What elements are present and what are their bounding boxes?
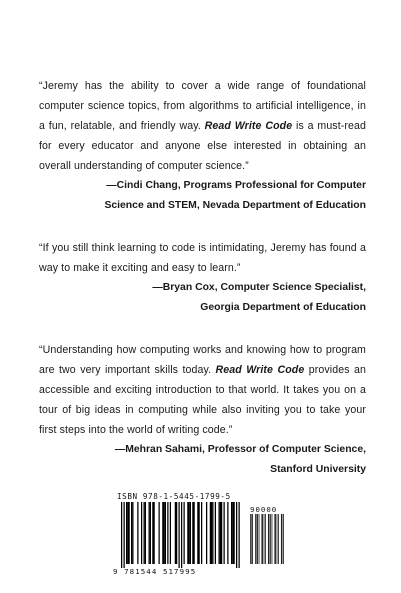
barcode-bar <box>132 502 133 564</box>
price-bar <box>274 514 275 564</box>
blurb-attribution: —Cindi Chang, Programs Professional for Computer Science and STEM, Nevada Department of Education <box>104 180 366 211</box>
barcode-bar <box>231 502 232 564</box>
barcode-bar <box>224 502 225 564</box>
barcode-bar <box>141 502 142 564</box>
barcode-bar <box>126 502 127 564</box>
book-title: Read Write Code <box>204 120 293 132</box>
barcode-bar <box>167 502 168 564</box>
barcode-bar <box>215 502 216 564</box>
barcode-bar <box>187 502 188 564</box>
barcode-bar <box>152 502 153 564</box>
price-bar <box>282 514 283 564</box>
barcode-bar <box>239 502 240 568</box>
price-bar <box>251 514 252 564</box>
price-bar <box>265 514 266 564</box>
price-bar <box>262 514 263 564</box>
barcode-bar <box>219 502 220 564</box>
ean-digits: 9 781544 517995 <box>113 567 197 576</box>
barcode-bar <box>137 502 138 564</box>
barcode-bar <box>227 502 228 564</box>
barcode-bar <box>192 502 193 564</box>
barcode-bar <box>164 502 165 564</box>
blurb-attribution: —Bryan Cox, Computer Science Specialist, Georgia Department of Education <box>152 282 366 313</box>
barcode-bar <box>121 502 122 568</box>
barcode-bar <box>210 502 211 564</box>
barcode-bar <box>129 502 130 564</box>
back-cover-blurbs <box>39 76 366 502</box>
price-bar <box>272 514 273 564</box>
price-bar <box>256 514 257 564</box>
price-bar <box>283 514 284 564</box>
price-bar <box>262 514 263 564</box>
barcode-bar <box>211 502 212 564</box>
barcode-bar <box>181 502 182 568</box>
barcode-bar <box>190 502 191 564</box>
price-bar <box>250 514 251 564</box>
price-bar <box>252 514 253 564</box>
isbn-barcode <box>113 492 290 578</box>
barcode-bar <box>194 502 195 564</box>
price-bar <box>281 514 282 564</box>
blurb-quote: “If you still think learning to code is intimidating, Jeremy has found a way to make it exciting and easy to learn.” <box>39 242 366 274</box>
barcode-bar <box>150 502 151 564</box>
blurb-mehran-sahami <box>39 340 366 480</box>
barcode-bar <box>189 502 190 564</box>
barcode-bar <box>199 502 200 564</box>
barcode-bar <box>179 502 180 568</box>
barcode-bar <box>124 502 125 568</box>
barcode-bar <box>149 502 150 564</box>
barcode-bar <box>201 502 202 564</box>
barcode-bar <box>206 502 207 564</box>
price-bar <box>255 514 256 564</box>
price-bar <box>257 514 258 564</box>
price-code: 90000 <box>250 505 278 514</box>
blurb-attribution: —Mehran Sahami, Professor of Computer Science, Stanford University <box>114 444 366 475</box>
barcode-bar <box>197 502 198 564</box>
price-bar <box>259 514 260 564</box>
barcode-bar <box>236 502 237 568</box>
blurb-cindi-chang <box>39 76 366 216</box>
barcode-bar <box>127 502 128 564</box>
barcode-bar <box>175 502 176 564</box>
barcode-bar <box>220 502 221 564</box>
barcode-bar <box>184 502 185 564</box>
price-bar <box>275 514 276 564</box>
barcode-bar <box>159 502 160 564</box>
barcode-bar <box>221 502 222 564</box>
blurb-bryan-cox <box>39 238 366 318</box>
barcode-bar <box>212 502 213 564</box>
price-bar <box>268 514 269 564</box>
barcode-bar <box>162 502 163 564</box>
barcode-bar <box>176 502 177 564</box>
price-bar <box>264 514 265 564</box>
barcode-bar <box>234 502 235 564</box>
price-bar <box>277 514 278 564</box>
barcode-bar <box>170 502 171 564</box>
price-bar <box>269 514 270 564</box>
price-bar <box>278 514 279 564</box>
blurb-quote: “Jeremy has the ability to cover a wide range of foundational computer science topics, from algorithms to artificial intelligence, in a fun, relatable, and friendly way. Read Write Code is a must-read for every educator and anyone else interested in obtaining an overall understanding of computer science.” <box>39 80 366 172</box>
barcode-bar <box>144 502 145 564</box>
barcode-bar <box>165 502 166 564</box>
blurb-quote: “Understanding how computing works and knowing how to program are two very important skills today. Read Write Code provides an accessible and exciting introduction to that world. It takes you on a tour of big ideas in computing while also inviting you to take your first steps into the world of writing code.” <box>39 344 366 436</box>
isbn-label: ISBN 978-1-5445-1799-5 <box>117 492 231 501</box>
barcode-bar <box>131 502 132 564</box>
barcode-bar <box>145 502 146 564</box>
price-bar <box>270 514 271 564</box>
barcode-bar <box>232 502 233 564</box>
book-title: Read Write Code <box>215 364 305 376</box>
barcode-bar <box>154 502 155 564</box>
